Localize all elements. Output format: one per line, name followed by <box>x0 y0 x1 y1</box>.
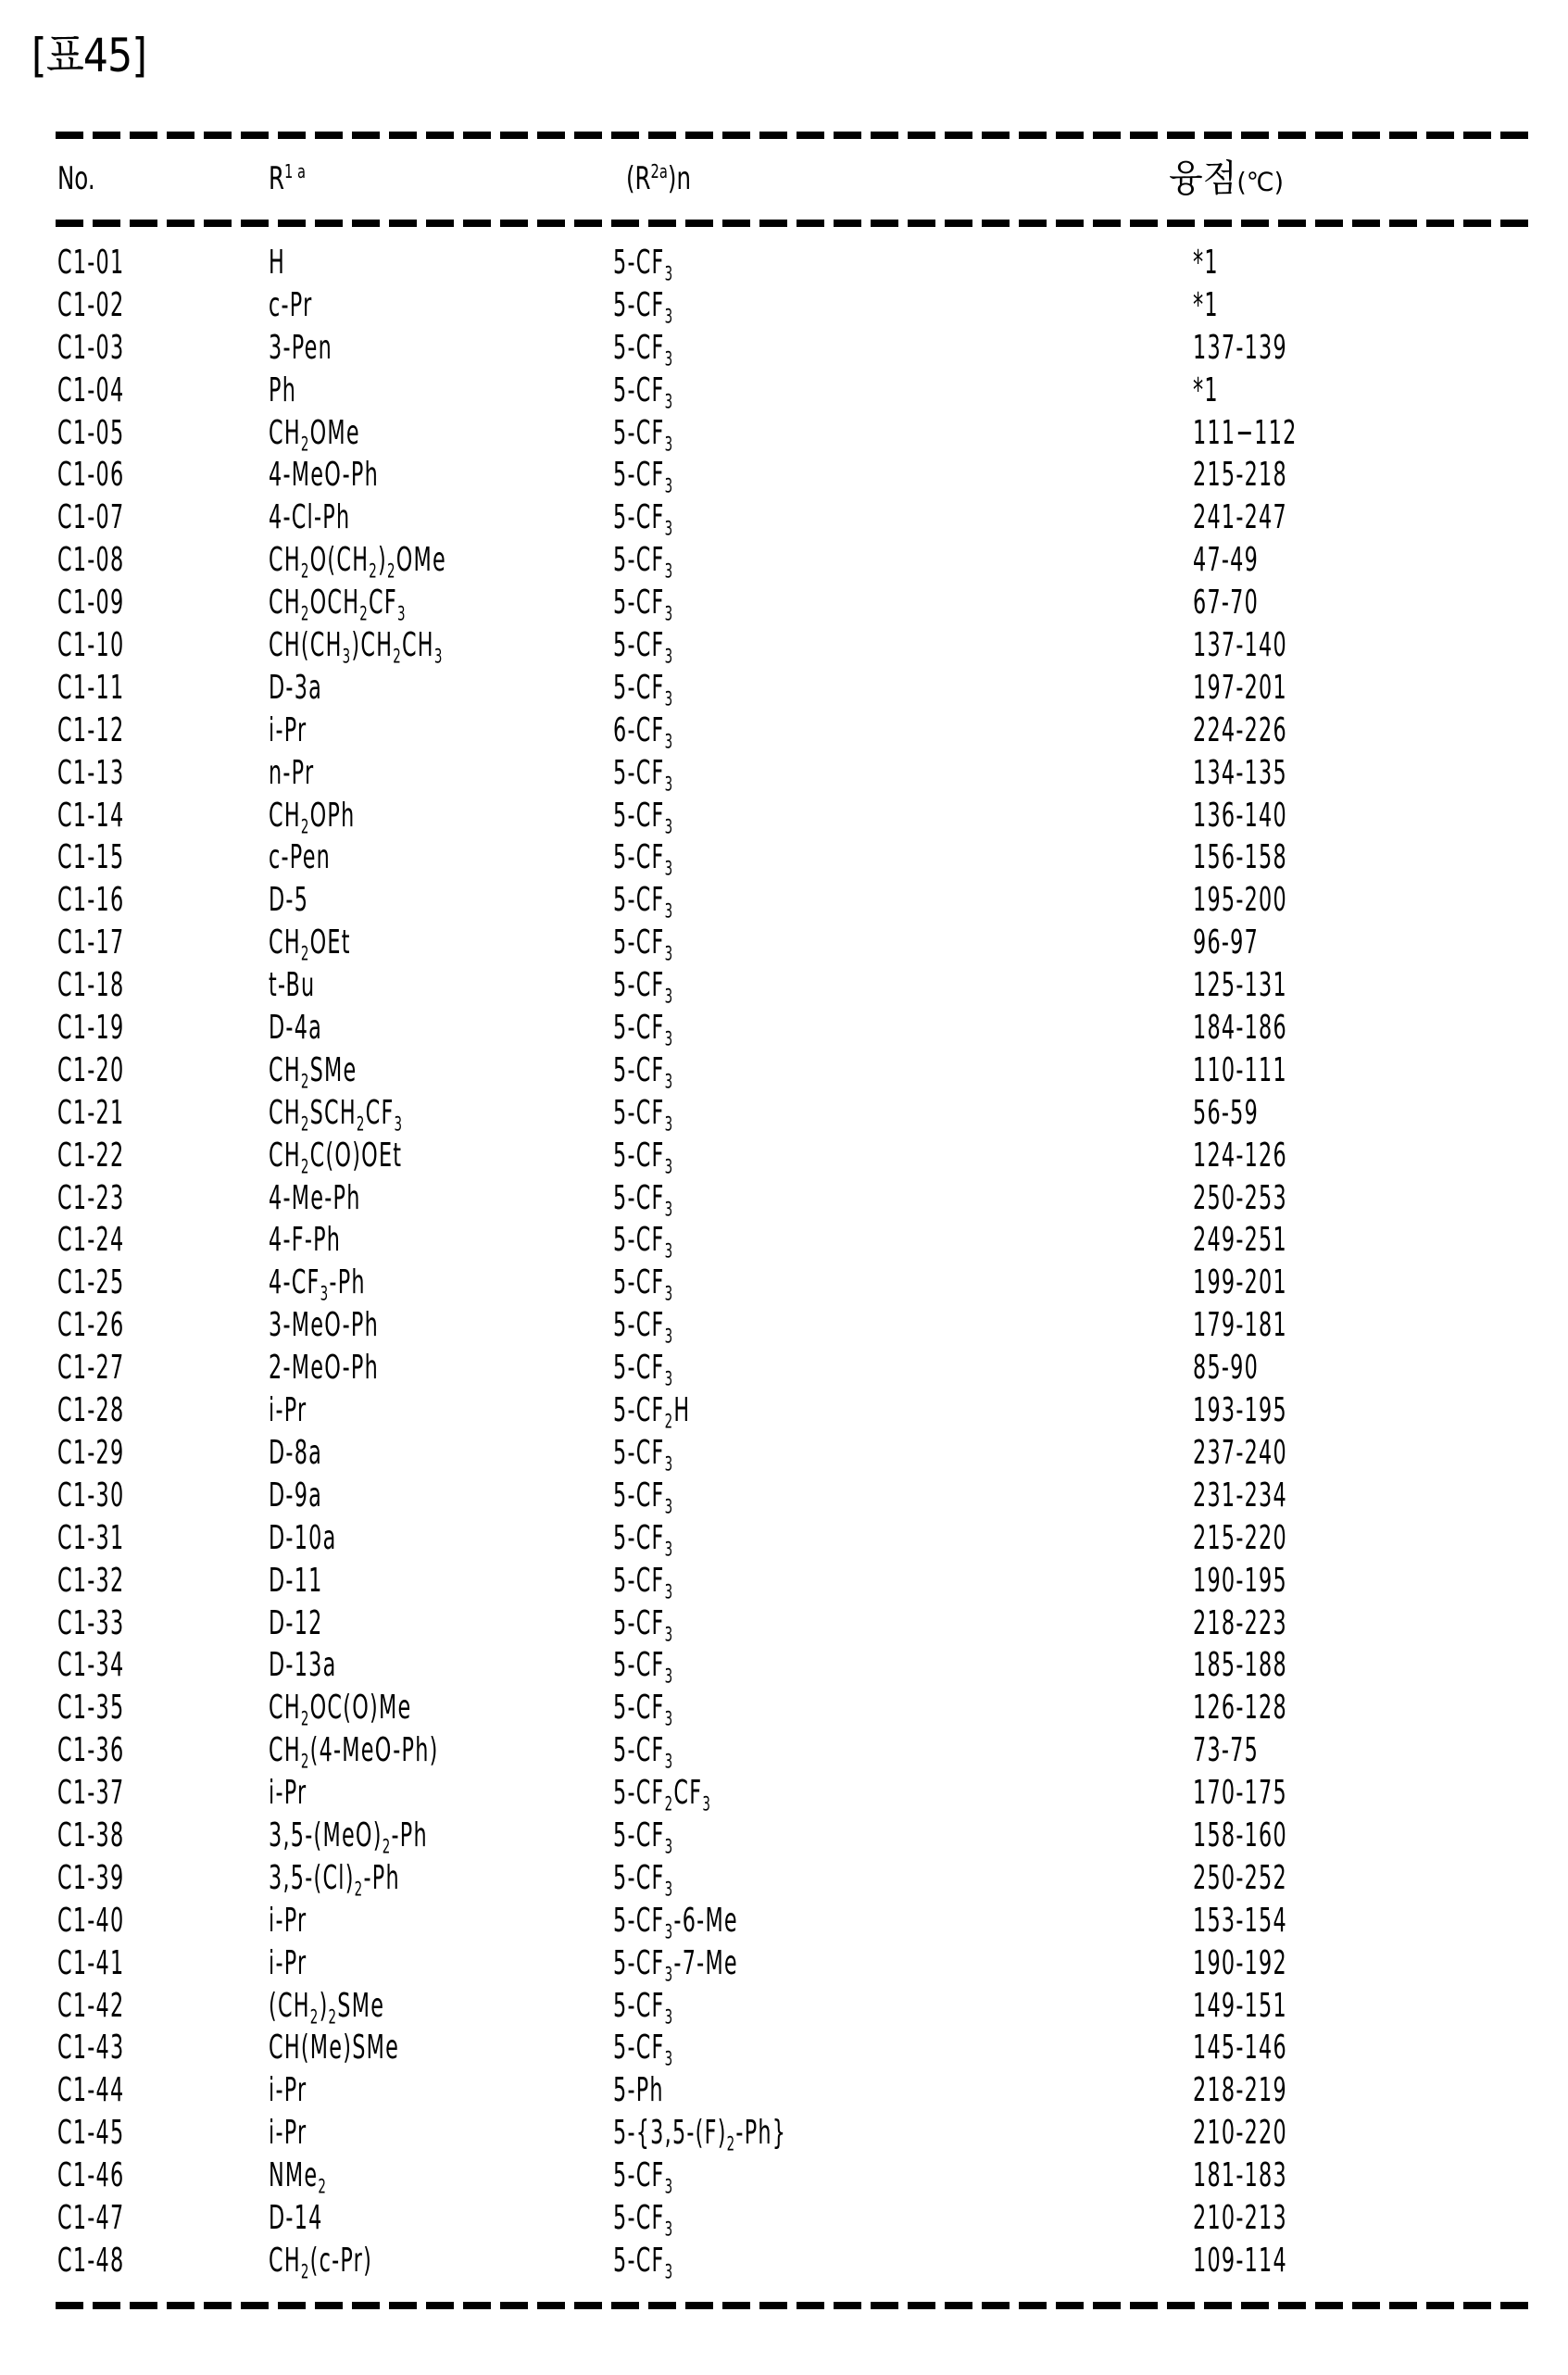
compound-number: C1-48 <box>57 2241 125 2280</box>
r2a-value: $5-CF_3$ <box>613 1136 674 1179</box>
compound-number: C1-44 <box>57 2071 125 2110</box>
table-row <box>0 1008 1568 1050</box>
table-row <box>0 796 1568 838</box>
table-row <box>0 710 1568 753</box>
table-body <box>0 243 1568 2283</box>
table-row <box>0 1986 1568 2029</box>
r1a-value: i-Pr <box>269 2071 307 2110</box>
table-row <box>0 625 1568 668</box>
r1a-value: $3,5-(Cl)_2-Ph$ <box>269 1858 400 1902</box>
compound-number: C1-14 <box>57 796 125 835</box>
r1a-value: i-Pr <box>269 1774 307 1813</box>
table-row <box>0 285 1568 328</box>
table-row <box>0 1688 1568 1730</box>
compound-number: C1-45 <box>57 2114 125 2153</box>
melting-point-value: 210-213 <box>1193 2198 1287 2237</box>
r2a-value: $5-CF_3$ <box>613 1816 674 1859</box>
r2a-value: $5-CF_3$ <box>613 1263 674 1306</box>
r2a-value: $5-CF_3$ <box>613 2241 674 2284</box>
r1a-value: D-4a <box>269 1009 323 1048</box>
r1a-value: D-5 <box>269 881 309 920</box>
compound-number: C1-06 <box>57 456 125 495</box>
compound-number: C1-07 <box>57 498 125 537</box>
r1a-value: i-Pr <box>269 2114 307 2153</box>
melting-point-value: *1 <box>1193 244 1219 282</box>
r1a-value: D-10a <box>269 1518 337 1557</box>
compound-number: C1-26 <box>57 1306 125 1345</box>
melting-point-value: 134-135 <box>1193 753 1287 792</box>
r2a-value: $5-CF_3$ <box>613 456 674 498</box>
melting-point-value: 96-97 <box>1193 924 1260 962</box>
compound-number: C1-18 <box>57 966 125 1005</box>
r2a-value: $5-CF_3$ <box>613 1306 674 1349</box>
table-row <box>0 583 1568 625</box>
header-mp-unit: (℃) <box>1236 167 1285 197</box>
r2a-value: $5-CF_3$ <box>613 285 674 329</box>
compound-number: C1-13 <box>57 753 125 792</box>
table-row <box>0 2241 1568 2283</box>
table-row <box>0 1943 1568 1986</box>
compound-number: C1-33 <box>57 1603 125 1642</box>
table-row <box>0 328 1568 371</box>
r2a-value: $5-CF_3$ <box>613 1476 674 1519</box>
table-row <box>0 1901 1568 1943</box>
table-row <box>0 1305 1568 1348</box>
r2a-value: $5-CF_3$ <box>613 796 674 839</box>
compound-number: C1-37 <box>57 1774 125 1813</box>
compound-number: C1-32 <box>57 1561 125 1600</box>
r1a-value: $CH_2(c-Pr)$ <box>269 2241 373 2284</box>
r2a-value: $5-CF_3$ <box>613 1731 674 1774</box>
compound-number: C1-20 <box>57 1050 125 1089</box>
header-r2a: $(R^{2a})n$ <box>626 159 691 197</box>
table-row <box>0 1136 1568 1178</box>
compound-number: C1-39 <box>57 1858 125 1897</box>
table-row <box>0 455 1568 497</box>
r2a-value: $5-CF_3$ <box>613 753 674 797</box>
melting-point-value: 109-114 <box>1193 2241 1287 2280</box>
melting-point-value: 190-195 <box>1193 1561 1287 1600</box>
melting-point-value: 137-139 <box>1193 328 1287 367</box>
melting-point-value: 145-146 <box>1193 2029 1287 2067</box>
r2a-value: $5-CF_3$ <box>613 371 674 414</box>
table-row <box>0 965 1568 1008</box>
compound-number: C1-25 <box>57 1263 125 1302</box>
r2a-value: $5-CF_2CF_3$ <box>613 1774 712 1816</box>
melting-point-value: 136-140 <box>1193 796 1287 835</box>
r1a-value: Ph <box>269 371 297 409</box>
table-row <box>0 1093 1568 1136</box>
melting-point-value: 184-186 <box>1193 1009 1287 1048</box>
r2a-value: $5-CF_2H$ <box>613 1391 691 1434</box>
r1a-value: c-Pr <box>269 285 313 324</box>
r1a-value: 4-F-Ph <box>269 1221 342 1260</box>
compound-number: C1-36 <box>57 1731 125 1770</box>
melting-point-value: 56-59 <box>1193 1093 1260 1132</box>
r2a-value: $5-CF_3$ <box>613 1603 674 1647</box>
r1a-value: $CH_2O(CH_2)_2OMe$ <box>269 541 446 584</box>
compound-number: C1-47 <box>57 2198 125 2237</box>
compound-number: C1-29 <box>57 1433 125 1472</box>
header-dashed-rule <box>56 220 1530 227</box>
melting-point-value: 210-220 <box>1193 2114 1287 2153</box>
melting-point-value: *1 <box>1193 371 1219 409</box>
r2a-value: $5-CF_3$ <box>613 1858 674 1902</box>
table-row <box>0 923 1568 965</box>
r2a-value: $5-CF_3$ <box>613 541 674 584</box>
table-row <box>0 1561 1568 1603</box>
melting-point-value: 124-126 <box>1193 1136 1287 1175</box>
melting-point-value: 73-75 <box>1193 1731 1260 1770</box>
table-row <box>0 497 1568 540</box>
r1a-value: D-13a <box>269 1646 337 1685</box>
r1a-value: c-Pen <box>269 838 332 877</box>
r2a-value: $5-CF_3$ <box>613 413 674 457</box>
table-row <box>0 837 1568 880</box>
melting-point-value: 197-201 <box>1193 668 1287 707</box>
table-row <box>0 1433 1568 1476</box>
table-row <box>0 1730 1568 1773</box>
r1a-value: $CH_2OPh$ <box>269 796 356 839</box>
r2a-value: $5-CF_3$ <box>613 1009 674 1051</box>
table-title: [표45] <box>31 29 147 82</box>
table-row <box>0 371 1568 413</box>
r2a-value: $5-CF_3$ <box>613 1221 674 1264</box>
r1a-value: D-12 <box>269 1603 323 1642</box>
header-r1a: $R^{1 a}$ <box>269 159 307 197</box>
melting-point-value: 218-223 <box>1193 1603 1287 1642</box>
r2a-value: $5-CF_3$ <box>613 1689 674 1731</box>
melting-point-value: *1 <box>1193 285 1219 324</box>
melting-point-value: 153-154 <box>1193 1901 1287 1940</box>
melting-point-value: 231-234 <box>1193 1476 1287 1514</box>
r1a-value: D-3a <box>269 668 323 707</box>
melting-point-value: 110-111 <box>1193 1050 1287 1089</box>
r1a-value: 4-MeO-Ph <box>269 456 380 495</box>
table-row <box>0 1263 1568 1305</box>
compound-number: C1-40 <box>57 1901 125 1940</box>
r2a-value: $5-CF_3$ <box>613 498 674 541</box>
table-row <box>0 1773 1568 1816</box>
r1a-value: i-Pr <box>269 710 307 749</box>
table-row <box>0 1858 1568 1901</box>
table-row <box>0 1518 1568 1561</box>
compound-number: C1-03 <box>57 328 125 367</box>
r1a-value: $CH_2OCH_2CF_3$ <box>269 584 407 626</box>
table-row <box>0 243 1568 285</box>
table-row <box>0 1050 1568 1093</box>
compound-number: C1-24 <box>57 1221 125 1260</box>
table-row <box>0 1390 1568 1433</box>
melting-point-value: 158-160 <box>1193 1816 1287 1854</box>
r2a-value: $5-CF_3$ <box>613 1349 674 1391</box>
compound-number: C1-42 <box>57 1986 125 2025</box>
melting-point-value: 126-128 <box>1193 1689 1287 1728</box>
table-row <box>0 2155 1568 2198</box>
melting-point-value: 149-151 <box>1193 1986 1287 2025</box>
r1a-value: i-Pr <box>269 1901 307 1940</box>
header-mp-label: 융점 <box>1169 157 1237 200</box>
r2a-value: $5-CF_3$ <box>613 881 674 924</box>
compound-number: C1-28 <box>57 1391 125 1430</box>
r2a-value: $5-CF_3$ <box>613 626 674 669</box>
melting-point-value: 215-218 <box>1193 456 1287 495</box>
compound-number: C1-17 <box>57 924 125 962</box>
r1a-value: 3-MeO-Ph <box>269 1306 380 1345</box>
compound-number: C1-27 <box>57 1349 125 1388</box>
table-row <box>0 2028 1568 2070</box>
r2a-value: $5-CF_3$ <box>613 924 674 966</box>
melting-point-value: 249-251 <box>1193 1221 1287 1260</box>
melting-point-value: 224-226 <box>1193 710 1287 749</box>
melting-point-value: 170-175 <box>1193 1774 1287 1813</box>
melting-point-value: 218-219 <box>1193 2071 1287 2110</box>
header-no: No. <box>57 160 95 197</box>
r1a-value: $3,5-(MeO)_2-Ph$ <box>269 1816 428 1859</box>
compound-number: C1-23 <box>57 1178 125 1217</box>
melting-point-value: 241-247 <box>1193 498 1287 537</box>
table-row <box>0 2113 1568 2155</box>
r2a-value: $5-CF_3$ <box>613 2156 674 2199</box>
r2a-value: $5-CF_3$ <box>613 1178 674 1222</box>
r1a-value: D-8a <box>269 1433 323 1472</box>
compound-number: C1-09 <box>57 584 125 622</box>
r2a-value: $5-\{3,5-(F)_2-Ph\}$ <box>613 2114 787 2156</box>
table-row <box>0 880 1568 923</box>
compound-number: C1-08 <box>57 541 125 580</box>
r1a-value: 2-MeO-Ph <box>269 1349 380 1388</box>
r2a-value: $5-CF_3$ <box>613 668 674 711</box>
r2a-value: $5-CF_3$ <box>613 328 674 371</box>
compound-number: C1-31 <box>57 1518 125 1557</box>
melting-point-value: 215-220 <box>1193 1518 1287 1557</box>
compound-number: C1-10 <box>57 626 125 665</box>
table-row <box>0 1476 1568 1518</box>
table-row <box>0 540 1568 583</box>
compound-number: C1-01 <box>57 244 125 282</box>
melting-point-value: 190-192 <box>1193 1943 1287 1982</box>
melting-point-value: 181-183 <box>1193 2156 1287 2195</box>
table-row <box>0 2070 1568 2113</box>
melting-point-value: 250-252 <box>1193 1858 1287 1897</box>
table-row <box>0 1178 1568 1221</box>
table-row <box>0 1645 1568 1688</box>
table-row <box>0 1603 1568 1646</box>
r1a-value: 4-Cl-Ph <box>269 498 351 537</box>
r1a-value: D-11 <box>269 1561 323 1600</box>
r2a-value: 5-Ph <box>613 2071 664 2110</box>
compound-number: C1-19 <box>57 1009 125 1048</box>
compound-number: C1-05 <box>57 413 125 452</box>
melting-point-value: 85-90 <box>1193 1349 1260 1388</box>
top-dashed-rule <box>56 132 1530 139</box>
r2a-value: $5-CF_3$ <box>613 966 674 1009</box>
r2a-value: $5-CF_3$ <box>613 1050 674 1094</box>
melting-point-value: 195-200 <box>1193 881 1287 920</box>
melting-point-value: 47-49 <box>1193 541 1260 580</box>
r2a-value: $5-CF_3$ <box>613 1518 674 1562</box>
melting-point-value: 185-188 <box>1193 1646 1287 1685</box>
r1a-value: H <box>269 244 286 282</box>
r1a-value: D-9a <box>269 1476 323 1514</box>
melting-point-value: 193-195 <box>1193 1391 1287 1430</box>
melting-point-value: 111−112 <box>1193 413 1298 452</box>
table-row <box>0 668 1568 710</box>
compound-number: C1-04 <box>57 371 125 409</box>
r1a-value: D-14 <box>269 2198 323 2237</box>
r2a-value: $5-CF_3-6-Me$ <box>613 1901 738 1944</box>
r1a-value: i-Pr <box>269 1391 307 1430</box>
table-row <box>0 1348 1568 1390</box>
r1a-value: $CH_2SMe$ <box>269 1050 358 1094</box>
r2a-value: $5-CF_3$ <box>613 584 674 626</box>
r2a-value: $5-CF_3$ <box>613 1561 674 1604</box>
r2a-value: $5-CF_3$ <box>613 1986 674 2029</box>
melting-point-value: 237-240 <box>1193 1433 1287 1472</box>
melting-point-value: 179-181 <box>1193 1306 1287 1345</box>
table-row <box>0 753 1568 796</box>
table-row <box>0 2198 1568 2241</box>
r1a-value: $CH_2OC(O)Me$ <box>269 1689 412 1731</box>
table-row <box>0 413 1568 456</box>
r2a-value: $5-CF_3$ <box>613 838 674 882</box>
header-melting-point <box>1169 157 1284 200</box>
r1a-value: $4-CF_3-Ph$ <box>269 1263 366 1306</box>
r1a-value: NMe$_2$ <box>269 2156 328 2199</box>
table-row <box>0 1816 1568 1858</box>
r1a-value: $CH_2SCH_2CF_3$ <box>269 1093 404 1137</box>
melting-point-value: 250-253 <box>1193 1178 1287 1217</box>
r2a-value: $5-CF_3$ <box>613 244 674 286</box>
r1a-value: t-Bu <box>269 966 316 1005</box>
r1a-value: $CH_2(4-MeO-Ph)$ <box>269 1731 439 1774</box>
r1a-value: $CH(CH_3)CH_2CH_3$ <box>269 626 444 669</box>
melting-point-value: 156-158 <box>1193 838 1287 877</box>
melting-point-value: 125-131 <box>1193 966 1287 1005</box>
compound-number: C1-46 <box>57 2156 125 2195</box>
melting-point-value: 67-70 <box>1193 584 1260 622</box>
r1a-value: i-Pr <box>269 1943 307 1982</box>
compound-number: C1-11 <box>57 668 125 707</box>
compound-number: C1-43 <box>57 2029 125 2067</box>
melting-point-value: 137-140 <box>1193 626 1287 665</box>
compound-number: C1-22 <box>57 1136 125 1175</box>
r1a-value: $CH_2OEt$ <box>269 924 351 966</box>
r1a-value: $CH_2C(O)OEt$ <box>269 1136 403 1179</box>
r2a-value: $5-CF_3$ <box>613 1433 674 1477</box>
compound-number: C1-38 <box>57 1816 125 1854</box>
table-row <box>0 1220 1568 1263</box>
compound-number: C1-21 <box>57 1093 125 1132</box>
r2a-value: $5-CF_3$ <box>613 2198 674 2242</box>
compound-number: C1-34 <box>57 1646 125 1685</box>
r2a-value: $5-CF_3-7-Me$ <box>613 1943 738 1987</box>
r2a-value: $6-CF_3$ <box>613 710 674 754</box>
compound-number: C1-30 <box>57 1476 125 1514</box>
compound-number: C1-35 <box>57 1689 125 1728</box>
compound-number: C1-16 <box>57 881 125 920</box>
melting-point-value: 199-201 <box>1193 1263 1287 1302</box>
r1a-value: $(CH_2)_2SMe$ <box>269 1986 385 2029</box>
r1a-value: $CH_2OMe$ <box>269 413 360 457</box>
r2a-value: $5-CF_3$ <box>613 2029 674 2071</box>
compound-number: C1-41 <box>57 1943 125 1982</box>
r1a-value: 3-Pen <box>269 328 333 367</box>
compound-number: C1-15 <box>57 838 125 877</box>
r1a-value: n-Pr <box>269 753 315 792</box>
r2a-value: $5-CF_3$ <box>613 1093 674 1137</box>
compound-number: C1-02 <box>57 285 125 324</box>
r1a-value: 4-Me-Ph <box>269 1178 361 1217</box>
r1a-value: CH(Me)SMe <box>269 2029 400 2067</box>
bottom-dashed-rule <box>56 2302 1530 2309</box>
r2a-value: $5-CF_3$ <box>613 1646 674 1689</box>
compound-number: C1-12 <box>57 710 125 749</box>
